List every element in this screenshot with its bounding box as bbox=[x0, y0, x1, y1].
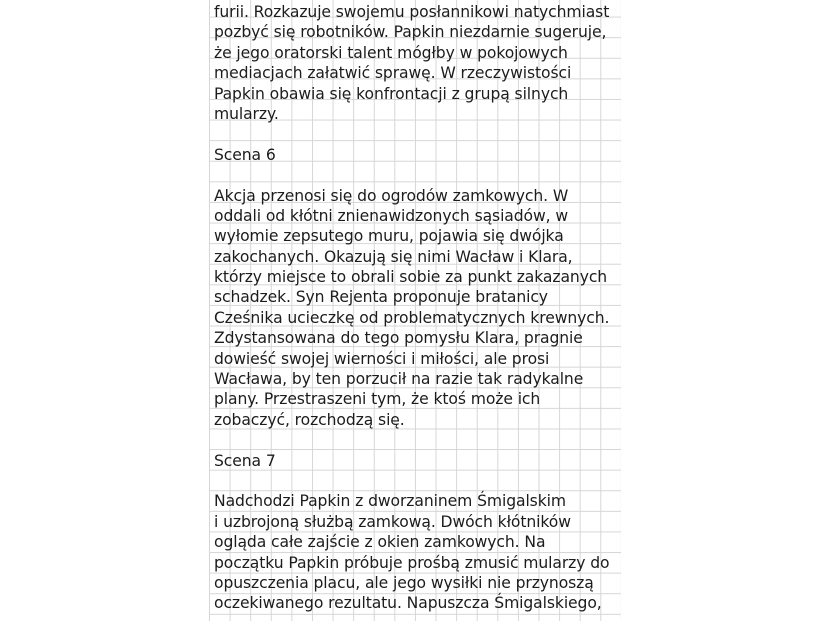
text-line: Nadchodzi Papkin z dworzaninem Śmigalskim bbox=[214, 492, 566, 511]
spacer bbox=[214, 165, 614, 185]
text-line: ogląda całe zajście z okien zamkowych. Na bbox=[214, 533, 546, 552]
text-line: zakochanych. Okazują się nimi Wacław i Klara, bbox=[214, 247, 573, 266]
paragraph-scene-7 bbox=[214, 491, 614, 613]
text-line: oddali od kłótni znienawidzonych sąsiadów, w bbox=[214, 206, 569, 225]
heading-scene-6: Scena 6 bbox=[214, 145, 276, 164]
grid-paper-sheet bbox=[209, 0, 621, 621]
text-line: mediacjach załatwić sprawę. W rzeczywistości bbox=[214, 64, 572, 83]
spacer bbox=[214, 430, 614, 450]
text-line: Akcja przenosi się do ogrodów zamkowych. W bbox=[214, 186, 569, 205]
spacer bbox=[214, 124, 614, 144]
text-line: opuszczenia placu, ale jego wysiłki nie przynoszą bbox=[214, 573, 594, 592]
text-line: zobaczyć, rozchodzą się. bbox=[214, 410, 405, 429]
text-line: Wacława, by ten porzucił na razie tak radykalne bbox=[214, 370, 584, 389]
paragraph-scene-6 bbox=[214, 186, 614, 431]
text-line: wyłomie zepsutego muru, pojawia się dwójka bbox=[214, 227, 564, 246]
text-line: oczekiwanego rezultatu. Napuszcza Śmigalskiego, bbox=[214, 594, 602, 613]
text-line: mularzy. bbox=[214, 104, 279, 123]
text-line: pozbyć się robotników. Papkin niezdarnie sugeruje, bbox=[214, 23, 607, 42]
paragraph-intro bbox=[214, 2, 614, 124]
text-line: i uzbrojoną służbą zamkową. Dwóch kłótników bbox=[214, 512, 571, 531]
text-line: furii. Rozkazuje swojemu posłannikowi natychmiast bbox=[214, 3, 610, 21]
text-line: schadzek. Syn Rejenta proponuje bratanicy bbox=[214, 288, 548, 307]
text-line: Cześnika ucieczkę od problematycznych krewnych. bbox=[214, 308, 610, 327]
text-line: początku Papkin próbuje prośbą zmusić mularzy do bbox=[214, 553, 610, 572]
text-line: Papkin obawia się konfrontacji z grupą silnych bbox=[214, 84, 569, 103]
text-line: że jego oratorski talent mógłby w pokojowych bbox=[214, 43, 568, 62]
text-line: plany. Przestraszeni tym, że ktoś może ich bbox=[214, 390, 541, 409]
spacer bbox=[214, 471, 614, 491]
text-line: Zdystansowana do tego pomysłu Klara, pragnie bbox=[214, 329, 583, 348]
document-text bbox=[214, 2, 614, 614]
heading-scene-7: Scena 7 bbox=[214, 451, 276, 470]
text-line: dowieść swojej wierności i miłości, ale prosi bbox=[214, 349, 550, 368]
text-line: którzy miejsce to obrali sobie za punkt zakazanych bbox=[214, 268, 608, 287]
